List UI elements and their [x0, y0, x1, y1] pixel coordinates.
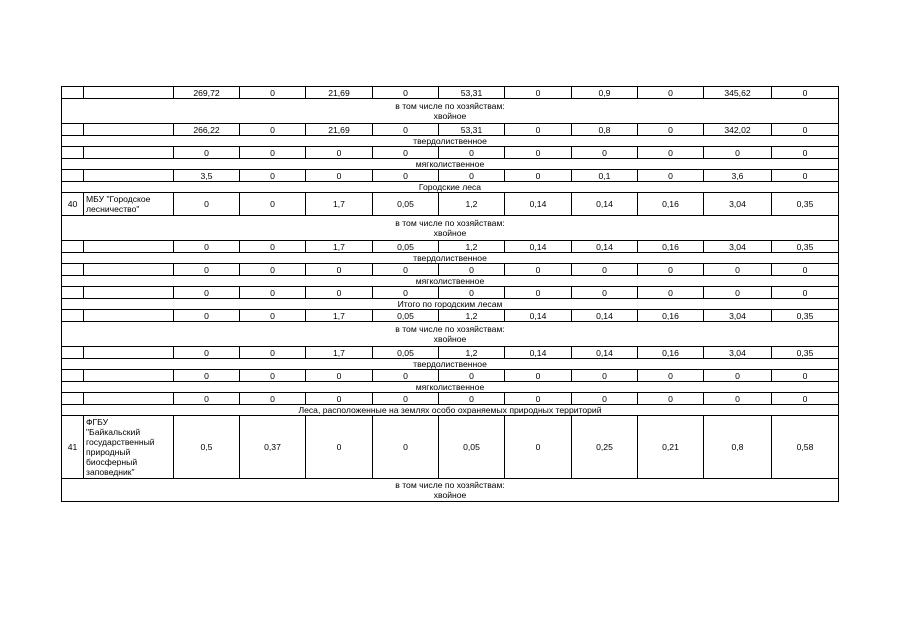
value-cell: 0: [704, 147, 772, 159]
city-total-row: [62, 310, 839, 322]
section-label-line: в том числе по хозяйствам:: [395, 324, 505, 334]
organization-name-line: "Байкальский: [86, 427, 141, 437]
softwood-row: [62, 170, 839, 182]
value-cell: 0: [572, 287, 638, 299]
value-cell: 0: [704, 264, 772, 276]
section-label-line: мягколиственное: [415, 276, 485, 286]
value-cell: 0,14: [572, 310, 638, 322]
value-cell: 0: [704, 287, 772, 299]
empty-cell: [62, 124, 84, 136]
value-cell: 0: [505, 87, 572, 99]
section-label-line: твердолиственное: [413, 136, 487, 146]
value-cell: 345,62: [704, 87, 772, 99]
section-label-line: в том числе по хозяйствам:: [395, 480, 505, 490]
value-cell: 0: [772, 393, 839, 405]
value-cell: 3,04: [704, 310, 772, 322]
section-label-line: хвойное: [433, 111, 467, 121]
value-cell: 0,5: [174, 416, 240, 479]
hardwood-row: [62, 264, 839, 276]
organization-name-line: государственный: [86, 437, 155, 447]
value-cell: 0: [373, 393, 439, 405]
value-cell: 0: [373, 264, 439, 276]
value-cell: 0,05: [373, 347, 439, 359]
section-label-line: хвойное: [433, 490, 467, 500]
value-cell: 0: [174, 370, 240, 382]
section-hardwood-label: [62, 253, 839, 264]
value-cell: 53,31: [439, 124, 505, 136]
value-cell: 0: [174, 287, 240, 299]
organization-name-line: заповедник": [86, 467, 135, 477]
value-cell: 0: [240, 124, 306, 136]
value-cell: 0: [638, 393, 704, 405]
section-softwood: [62, 276, 839, 287]
value-cell: 0: [306, 370, 373, 382]
value-cell: 0,35: [772, 310, 839, 322]
value-cell: 0,25: [572, 416, 638, 479]
softwood-row: [62, 393, 839, 405]
value-cell: 0,8: [704, 416, 772, 479]
value-cell: 0: [240, 264, 306, 276]
value-cell: 0: [439, 264, 505, 276]
value-cell: 0: [240, 87, 306, 99]
section-hardwood: [62, 253, 839, 264]
empty-cell: [84, 124, 174, 136]
empty-cell: [62, 170, 84, 182]
section-in-farms-coniferous-label: [62, 99, 839, 124]
empty-cell: [84, 241, 174, 253]
value-cell: 3,04: [704, 193, 772, 216]
empty-cell: [84, 264, 174, 276]
section-hardwood: [62, 136, 839, 147]
value-cell: 0: [240, 347, 306, 359]
empty-cell: [84, 347, 174, 359]
value-cell: 21,69: [306, 87, 373, 99]
value-cell: 0: [174, 310, 240, 322]
value-cell: 1,7: [306, 310, 373, 322]
row-number: 41: [62, 416, 84, 479]
value-cell: 0,14: [505, 241, 572, 253]
section-label-line: твердолиственное: [413, 253, 487, 263]
value-cell: 0,9: [572, 87, 638, 99]
value-cell: 0: [772, 170, 839, 182]
value-cell: 0: [373, 124, 439, 136]
empty-cell: [62, 264, 84, 276]
section-city-forests: [62, 182, 839, 193]
organization-row-40: [62, 193, 839, 216]
value-cell: 0,14: [572, 241, 638, 253]
hardwood-row: [62, 370, 839, 382]
value-cell: 0,58: [772, 416, 839, 479]
organization-name-line: природный: [86, 447, 131, 457]
value-cell: 0: [240, 147, 306, 159]
value-cell: 0: [638, 124, 704, 136]
value-cell: 0,14: [505, 310, 572, 322]
value-cell: 0,16: [638, 310, 704, 322]
value-cell: 0: [174, 147, 240, 159]
value-cell: 3,04: [704, 347, 772, 359]
value-cell: 0: [306, 147, 373, 159]
value-cell: 21,69: [306, 124, 373, 136]
value-cell: 0: [373, 287, 439, 299]
value-cell: 0: [174, 264, 240, 276]
value-cell: 266,22: [174, 124, 240, 136]
value-cell: 0: [306, 264, 373, 276]
value-cell: 0,05: [373, 241, 439, 253]
value-cell: 0: [638, 170, 704, 182]
section-in-farms-coniferous: [62, 216, 839, 241]
empty-cell: [84, 370, 174, 382]
value-cell: 269,72: [174, 87, 240, 99]
value-cell: 0: [772, 264, 839, 276]
value-cell: 0: [505, 124, 572, 136]
value-cell: 0: [704, 370, 772, 382]
organization-name-line: ФГБУ: [86, 417, 109, 427]
value-cell: 0: [306, 393, 373, 405]
value-cell: 0,8: [572, 124, 638, 136]
empty-cell: [62, 241, 84, 253]
value-cell: 0: [174, 393, 240, 405]
value-cell: 0: [306, 170, 373, 182]
empty-cell: [84, 310, 174, 322]
value-cell: 0: [439, 287, 505, 299]
value-cell: 0: [772, 370, 839, 382]
value-cell: 0: [174, 241, 240, 253]
value-cell: 0: [240, 287, 306, 299]
empty-cell: [84, 393, 174, 405]
section-protected-forests: [62, 405, 839, 416]
value-cell: 0,16: [638, 193, 704, 216]
value-cell: 0: [240, 370, 306, 382]
section-in-farms-coniferous: [62, 322, 839, 347]
forest-data-table: [61, 86, 839, 502]
empty-cell: [62, 370, 84, 382]
value-cell: 0: [240, 393, 306, 405]
section-city-forests-label: [62, 182, 839, 193]
value-cell: 0: [638, 264, 704, 276]
section-softwood-label: [62, 159, 839, 170]
section-softwood-label: [62, 276, 839, 287]
empty-cell: [62, 347, 84, 359]
value-cell: 0,14: [505, 193, 572, 216]
section-protected-forests-label: [62, 405, 839, 416]
value-cell: 0: [439, 370, 505, 382]
organization-name-line: биосферный: [86, 457, 138, 467]
value-cell: 0: [240, 241, 306, 253]
section-city-total-label: [62, 299, 839, 310]
value-cell: 0: [572, 393, 638, 405]
value-cell: 1,7: [306, 347, 373, 359]
value-cell: 0: [505, 170, 572, 182]
value-cell: 0: [505, 147, 572, 159]
organization-name: МБУ "Городское лесничество": [84, 193, 174, 216]
value-cell: 0: [373, 170, 439, 182]
value-cell: 0: [240, 193, 306, 216]
section-label-line: хвойное: [433, 228, 467, 238]
value-cell: 1,2: [439, 347, 505, 359]
section-softwood: [62, 159, 839, 170]
value-cell: 0: [772, 287, 839, 299]
value-cell: 0,35: [772, 347, 839, 359]
value-cell: 1,7: [306, 241, 373, 253]
value-cell: 0: [505, 416, 572, 479]
value-cell: 3,04: [704, 241, 772, 253]
section-hardwood-label: [62, 136, 839, 147]
value-cell: 0: [505, 393, 572, 405]
coniferous-row: [62, 347, 839, 359]
value-cell: 0: [439, 393, 505, 405]
value-cell: 3,6: [704, 170, 772, 182]
value-cell: 0: [373, 87, 439, 99]
value-cell: 0: [772, 147, 839, 159]
section-label-line: мягколиственное: [415, 159, 485, 169]
empty-cell: [62, 87, 84, 99]
value-cell: 0: [174, 193, 240, 216]
value-cell: 0: [704, 393, 772, 405]
value-cell: 53,31: [439, 87, 505, 99]
section-hardwood: [62, 359, 839, 370]
section-in-farms-coniferous-label: [62, 216, 839, 241]
value-cell: 3,5: [174, 170, 240, 182]
value-cell: 0: [572, 264, 638, 276]
value-cell: 1,2: [439, 241, 505, 253]
empty-cell: [84, 170, 174, 182]
value-cell: 0,14: [505, 347, 572, 359]
empty-cell: [62, 147, 84, 159]
section-label-line: в том числе по хозяйствам:: [395, 218, 505, 228]
value-cell: 0: [572, 147, 638, 159]
value-cell: 1,7: [306, 193, 373, 216]
value-cell: 0: [505, 264, 572, 276]
value-cell: 0: [306, 287, 373, 299]
section-label-line: в том числе по хозяйствам:: [395, 101, 505, 111]
value-cell: 0: [638, 87, 704, 99]
organization-row-41: [62, 416, 839, 479]
value-cell: 0: [174, 347, 240, 359]
total-row: [62, 87, 839, 99]
value-cell: 0: [439, 170, 505, 182]
section-softwood: [62, 382, 839, 393]
section-in-farms-coniferous: [62, 479, 839, 502]
value-cell: 0: [306, 416, 373, 479]
value-cell: 1,2: [439, 310, 505, 322]
value-cell: 0,37: [240, 416, 306, 479]
value-cell: 0: [505, 287, 572, 299]
empty-cell: [84, 287, 174, 299]
empty-cell: [62, 393, 84, 405]
value-cell: 0,05: [439, 416, 505, 479]
value-cell: 0: [572, 370, 638, 382]
section-label-line: Итого по городским лесам: [397, 299, 503, 309]
empty-cell: [62, 287, 84, 299]
value-cell: 0,05: [373, 310, 439, 322]
empty-cell: [84, 147, 174, 159]
section-in-farms-coniferous-label: [62, 479, 839, 502]
value-cell: 0: [638, 370, 704, 382]
value-cell: 0: [772, 87, 839, 99]
value-cell: 0,21: [638, 416, 704, 479]
value-cell: 0: [373, 147, 439, 159]
value-cell: 0: [638, 287, 704, 299]
value-cell: 0,35: [772, 193, 839, 216]
softwood-row: [62, 287, 839, 299]
value-cell: 0: [772, 124, 839, 136]
section-label-line: твердолиственное: [413, 359, 487, 369]
value-cell: 0: [240, 170, 306, 182]
value-cell: 0: [439, 147, 505, 159]
coniferous-row: [62, 241, 839, 253]
value-cell: 0,05: [373, 193, 439, 216]
organization-name: [84, 416, 174, 479]
section-label-line: Городские леса: [418, 182, 482, 192]
section-label-line: Леса, расположенные на землях особо охраняемых природных территорий: [298, 405, 602, 415]
section-hardwood-label: [62, 359, 839, 370]
section-softwood-label: [62, 382, 839, 393]
value-cell: 0,16: [638, 347, 704, 359]
empty-cell: [62, 310, 84, 322]
section-label-line: мягколиственное: [415, 382, 485, 392]
value-cell: 0: [373, 416, 439, 479]
value-cell: 342,02: [704, 124, 772, 136]
row-number: 40: [62, 193, 84, 216]
value-cell: 0,16: [638, 241, 704, 253]
value-cell: 0,1: [572, 170, 638, 182]
value-cell: 0: [505, 370, 572, 382]
empty-cell: [84, 87, 174, 99]
value-cell: 0,14: [572, 347, 638, 359]
value-cell: 0: [240, 310, 306, 322]
value-cell: 0: [638, 147, 704, 159]
coniferous-row: [62, 124, 839, 136]
value-cell: 0,35: [772, 241, 839, 253]
value-cell: 0: [373, 370, 439, 382]
section-city-total: [62, 299, 839, 310]
section-in-farms-coniferous-label: [62, 322, 839, 347]
hardwood-row: [62, 147, 839, 159]
value-cell: 0,14: [572, 193, 638, 216]
value-cell: 1,2: [439, 193, 505, 216]
section-in-farms-coniferous: [62, 99, 839, 124]
section-label-line: хвойное: [433, 334, 467, 344]
